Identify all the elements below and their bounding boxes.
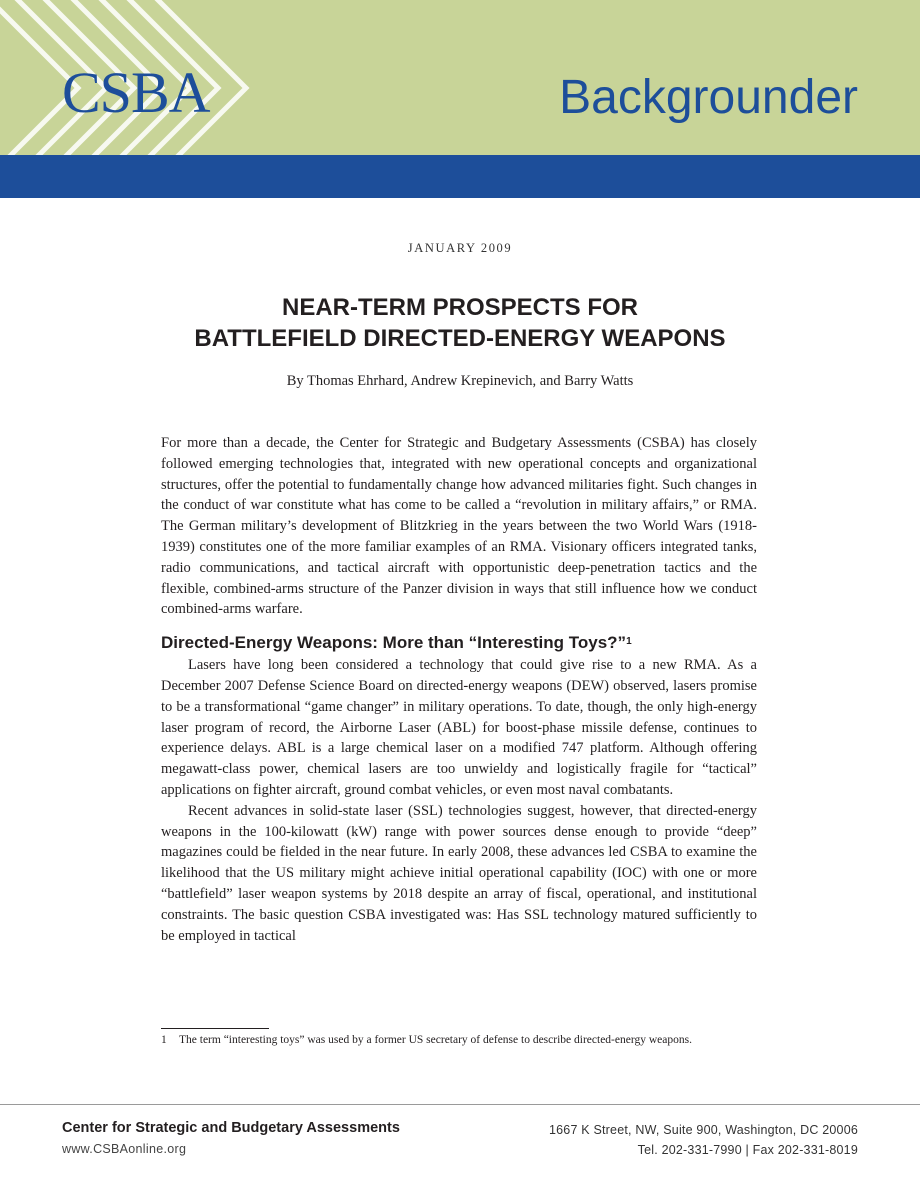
- paragraph: Lasers have long been considered a technology that could give rise to a new RMA. As a December 2007 Defense Science Board on directed-energy weapons (DEW) observed, lasers promise to be a transformational “game changer” in military operations. To date, though, the only high-energy laser program of record, the Airborne Laser (ABL) for boost-phase missile defense, continues to experience delays. ABL is a large chemical laser on a modified 747 platform. Although offering megawatt-class power, chemical lasers are too unwieldy and logistically fragile for “tactical” applications on fighter aircraft, ground combat vehicles, or even most naval combatants.: [161, 657, 757, 798]
- footnote-text: The term “interesting toys” was used by a former US secretary of defense to describe directed-energy weapons.: [179, 1034, 692, 1046]
- footer-divider: [0, 1104, 920, 1105]
- title-line: BATTLEFIELD DIRECTED-ENERGY WEAPONS: [194, 325, 726, 352]
- series-title: Backgrounder: [559, 71, 858, 124]
- section-heading: [161, 632, 757, 654]
- footnote-divider: [161, 1028, 269, 1029]
- masthead: [0, 0, 920, 155]
- footnote: [161, 1033, 757, 1049]
- section-heading-text: Directed-Energy Weapons: More than “Interesting Toys?”: [161, 633, 627, 653]
- intro-paragraph: For more than a decade, the Center for Strategic and Budgetary Assessments (CSBA) has closely followed emerging technologies that, integrated with new operational concepts and organizational structures, offer the potential to fundamentally change how advanced militaries fight. Such changes in the conduct of war constitute what has come to be called a “revolution in military affairs,” or RMA. The German military’s development of Blitzkrieg in the years between the two World Wars (1918-1939) constitutes one of the more familiar examples of an RMA. Visionary officers integrated tanks, radio communications, and tactical aircraft with opportunistic deep-penetration tactics and the flexible, combined-arms structure of the Panzer division in ways that still influence how we conduct combined-arms warfare.: [161, 435, 757, 618]
- footer-phone-fax: Tel. 202-331-7990 | Fax 202-331-8019: [637, 1143, 858, 1157]
- csba-logo: CSBA: [62, 60, 210, 125]
- document-title: [0, 292, 920, 354]
- footer-contact: [549, 1120, 858, 1160]
- footnote-number: 1: [161, 1034, 167, 1046]
- footer-left: [62, 1119, 400, 1156]
- body-text: [161, 433, 757, 946]
- footer-website-link[interactable]: www.CSBAonline.org: [62, 1142, 187, 1156]
- paragraph: Recent advances in solid-state laser (SSL) technologies suggest, however, that directed-energy weapons in the 100-kilowatt (kW) range with power sources dense enough to provide “deep” magazines could be fielded in the near future. In early 2008, these advances led CSBA to examine the likelihood that the US military might achieve initial operational capability (IOC) with one or more “battlefield” laser weapon systems by 2018 despite an array of fiscal, operational, and institutional constraints. The basic question CSBA investigated was: Has SSL technology matured sufficiently to be employed in tactical: [161, 802, 757, 944]
- title-line: NEAR-TERM PROSPECTS FOR: [281, 294, 638, 321]
- byline: By Thomas Ehrhard, Andrew Krepinevich, and Barry Watts: [286, 373, 634, 389]
- footer-org-name: Center for Strategic and Budgetary Assessments: [62, 1120, 400, 1136]
- publication-date: JANUARY 2009: [407, 241, 513, 255]
- header-band: [0, 155, 920, 198]
- footer-address: 1667 K Street, NW, Suite 900, Washington, DC 20006: [548, 1123, 858, 1137]
- footnote-reference[interactable]: 1: [626, 636, 632, 648]
